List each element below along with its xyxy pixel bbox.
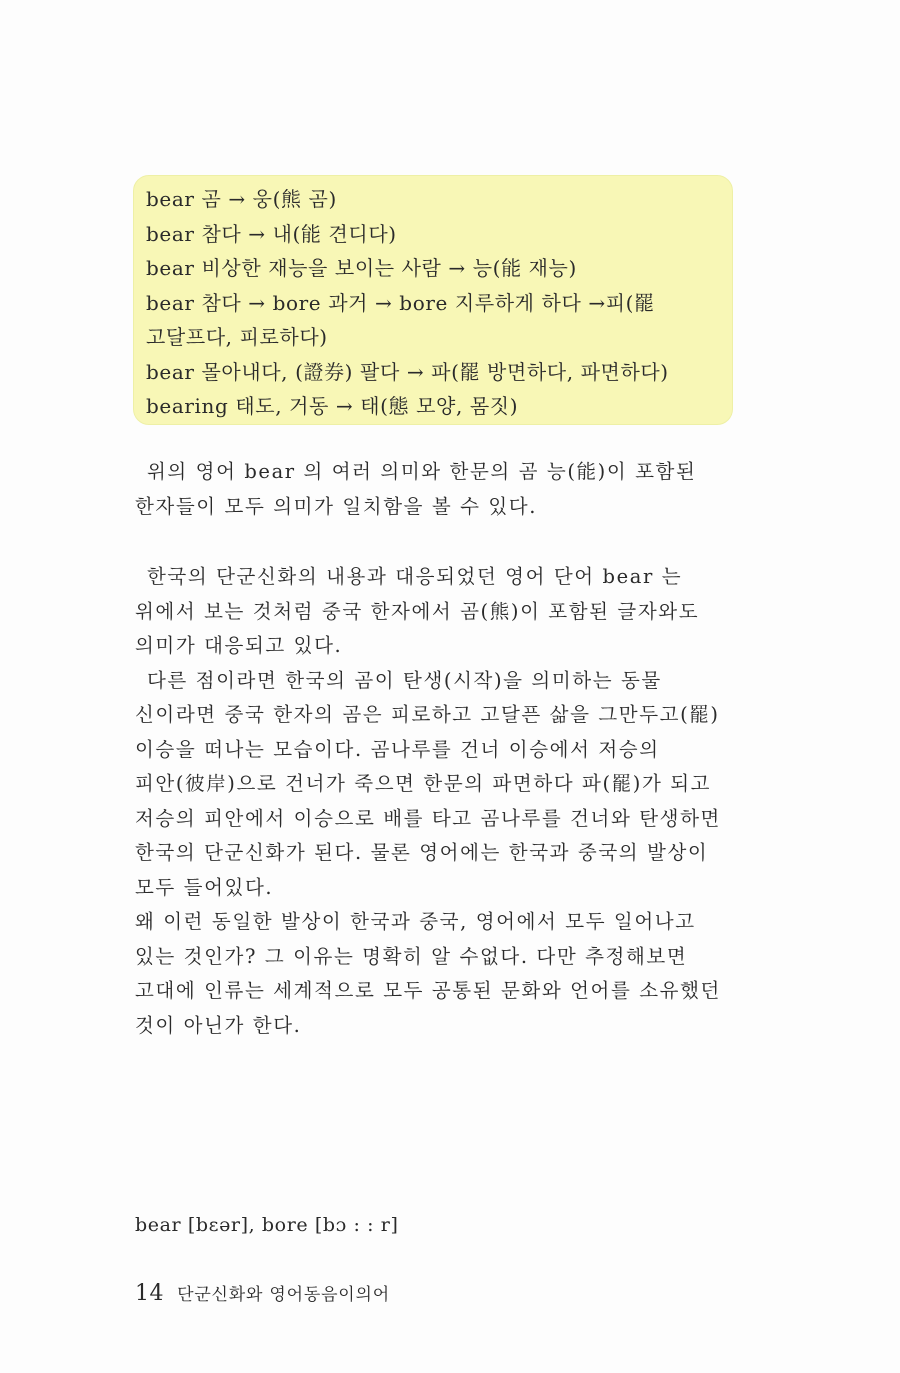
book-title: 단군신화와 영어동음이의어 <box>177 1285 390 1305</box>
paragraph-2 <box>135 560 785 1043</box>
vocabulary-box <box>133 175 733 425</box>
paragraph-line: 신이라면 중국 한자의 곰은 피로하고 고달픈 삶을 그만두고(罷) <box>135 703 720 726</box>
page-footer <box>135 1280 390 1306</box>
paragraph-line: 위에서 보는 것처럼 중국 한자에서 곰(熊)이 포함된 글자와도 <box>135 599 700 623</box>
paragraph-line: 왜 이런 동일한 발상이 한국과 중국, 영어에서 모두 일어나고 <box>135 910 696 933</box>
box-line: bear 참다 → bore 과거 → bore 지루하게 하다 →피(罷 <box>146 290 655 315</box>
paragraph-line: 이승을 떠나는 모습이다. 곰나루를 건너 이승에서 저승의 <box>135 737 660 761</box>
paragraph-line: 위의 영어 bear 의 여러 의미와 한문의 곰 능(能)이 포함된 <box>147 460 697 483</box>
paragraph-1 <box>135 455 785 524</box>
box-line: bear 곰 → 웅(熊 곰) <box>146 187 337 211</box>
paragraph-line: 저승의 피안에서 이승으로 배를 타고 곰나루를 건너와 탄생하면 <box>135 806 721 830</box>
paragraph-line: 한자들이 모두 의미가 일치함을 볼 수 있다. <box>135 494 538 518</box>
paragraph-line: 한국의 단군신화의 내용과 대응되었던 영어 단어 bear 는 <box>147 565 683 588</box>
pronunciation-note: bear [bɛər], bore [bɔ : : r] <box>135 1214 399 1236</box>
paragraph-line: 한국의 단군신화가 된다. 물론 영어에는 한국과 중국의 발상이 <box>135 841 709 864</box>
paragraph-line: 다른 점이라면 한국의 곰이 탄생(시작)을 의미하는 동물 <box>147 668 662 692</box>
box-line: bearing 태도, 거동 → 태(態 모양, 몸짓) <box>146 394 519 418</box>
paragraph-line: 피안(彼岸)으로 건너가 죽으면 한문의 파면하다 파(罷)가 되고 <box>135 772 712 795</box>
paragraph-line: 의미가 대응되고 있다. <box>135 634 343 657</box>
paragraph-line: 모두 들어있다. <box>135 875 274 899</box>
paragraph-line: 고대에 인류는 세계적으로 모두 공통된 문화와 언어를 소유했던 <box>135 979 721 1002</box>
box-line: bear 참다 → 내(能 견디다) <box>146 221 397 246</box>
box-line: bear 몰아내다, (證券) 팔다 → 파(罷 방면하다, 파면하다) <box>146 359 669 384</box>
box-line: 고달프다, 피로하다) <box>146 325 328 349</box>
box-line: bear 비상한 재능을 보이는 사람 → 능(能 재능) <box>146 256 577 280</box>
paragraph-line: 것이 아닌가 한다. <box>135 1013 302 1037</box>
page-number: 14 <box>135 1281 164 1306</box>
paragraph-line: 있는 것인가? 그 이유는 명확히 알 수없다. 다만 추정해보면 <box>135 944 688 968</box>
